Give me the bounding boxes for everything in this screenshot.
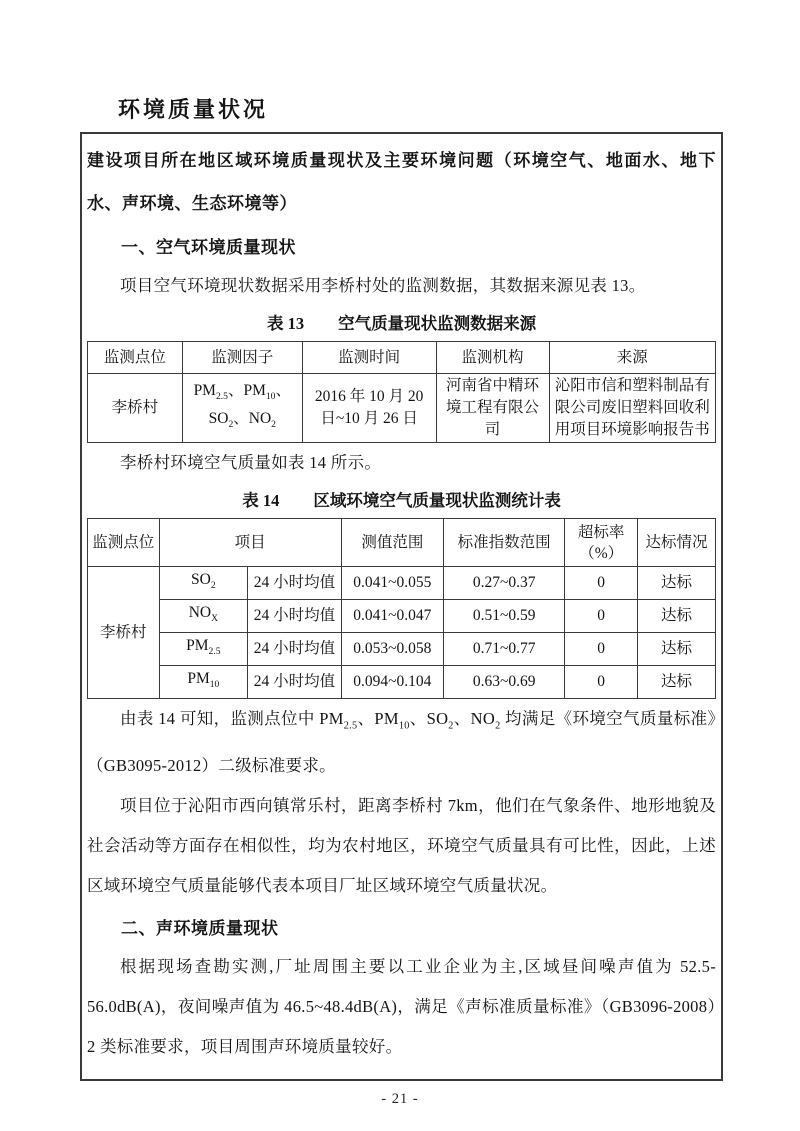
paragraph-air-data-source: 项目空气环境现状数据采用李桥村处的监测数据，其数据来源见表 13。 (120, 276, 646, 295)
table14-header-row (88, 519, 716, 567)
table-cell-exceed-rate: 0 (565, 600, 638, 633)
paragraph-noise-quality: 根据现场查勘实测,厂址周围主要以工业企业为主,区域昼间噪声值为 52.5-56.0dB(A)，夜间噪声值为 46.5~48.4dB(A)，满足《声标准质量标准》（GB3096-2008）2 类标准要求，项目周围声环境质量较好。 (87, 957, 716, 1057)
paragraph-location-comparability: 项目位于沁阳市西向镇常乐村，距离李桥村 7km，他们在气象条件、地形地貌及社会活动等方面存在相似性，均为农村地区，环境空气质量具有可比性，因此，上述区域环境空气质量能够代表本项目厂址区域环境空气质量状况。 (87, 796, 716, 896)
paragraph-t14-conclusion: 由表 14 可知，监测点位中 $PM_{2.5}$、$PM_{10}$、$SO_2$、$NO_2$ 均满足《环境空气质量标准》（GB3095-2012）二级标准要求。 (87, 709, 717, 776)
table14-caption-label: 表 14 (242, 491, 280, 510)
column-header-source: 来源 (549, 342, 715, 374)
table-air-quality-statistics (87, 518, 716, 699)
table13-data-row (88, 374, 716, 443)
section-heading-noise: 二、声环境质量现状 (121, 919, 279, 939)
table-cell-exceed-rate: 0 (565, 633, 638, 666)
column-header-status: 达标情况 (638, 519, 716, 567)
table13-caption-label: 表 13 (266, 314, 305, 333)
table-cell-avg-type: 24 小时均值 (248, 567, 342, 600)
table-cell-factor: $NO_X$ (159, 600, 248, 633)
table14-caption (87, 486, 716, 516)
table13-caption (87, 309, 716, 339)
column-header-time: 监测时间 (302, 342, 436, 374)
table-cell-std-index: 0.63~0.69 (444, 666, 565, 699)
paragraph-after-table13: 李桥村环境空气质量如表 14 所示。 (120, 453, 382, 472)
table-cell-range: 0.094~0.104 (341, 666, 443, 699)
table-monitoring-data-source (87, 341, 716, 443)
table-cell-avg-type: 24 小时均值 (248, 633, 342, 666)
table-cell-avg-type: 24 小时均值 (248, 666, 342, 699)
column-header-exceed-rate: 超标率（%） (565, 519, 638, 567)
table-cell-status: 达标 (638, 633, 716, 666)
column-header-item: 项目 (159, 519, 341, 567)
table-cell-range: 0.053~0.058 (341, 633, 443, 666)
table-cell-source: 沁阳市信和塑料制品有限公司废旧塑料回收利用项目环境影响报告书 (549, 374, 715, 443)
table14-row-nox (88, 600, 716, 633)
column-header-factors: 监测因子 (182, 342, 302, 374)
table-cell-range: 0.041~0.055 (341, 567, 443, 600)
page-title: 环境质量状况 (118, 97, 269, 122)
table-cell-exceed-rate: 0 (565, 567, 638, 600)
table-cell-status: 达标 (638, 600, 716, 633)
intro-paragraph: 建设项目所在地区域环境质量现状及主要环境问题（环境空气、地面水、地下水、声环境、生态环境等） (87, 151, 716, 213)
table-cell-std-index: 0.27~0.37 (444, 567, 565, 600)
column-header-agency: 监测机构 (436, 342, 549, 374)
table14-row-so2 (88, 567, 716, 600)
table-cell-factor: $PM_{10}$ (159, 666, 248, 699)
column-header-site: 监测点位 (88, 519, 160, 567)
table-cell-site: 李桥村 (88, 567, 160, 699)
table-cell-status: 达标 (638, 666, 716, 699)
table-cell-agency: 河南省中精环境工程有限公司 (436, 374, 549, 443)
table14-row-pm25 (88, 633, 716, 666)
table-cell-std-index: 0.71~0.77 (444, 633, 565, 666)
table-cell-time: 2016 年 10 月 20 日~10 月 26 日 (302, 374, 436, 443)
table-cell-status: 达标 (638, 567, 716, 600)
table-cell-factor: $PM_{2.5}$ (159, 633, 248, 666)
table-cell-factors: $PM_{2.5}$、$PM_{10}$、$SO_2$、$NO_2$ (182, 374, 302, 443)
table-cell-avg-type: 24 小时均值 (248, 600, 342, 633)
table-cell-factor: $SO_2$ (159, 567, 248, 600)
table-cell-site: 李桥村 (88, 374, 183, 443)
table13-caption-text: 空气质量现状监测数据来源 (338, 314, 537, 333)
table13-header-row (88, 342, 716, 374)
content-box (80, 132, 723, 1081)
section-heading-air-quality: 一、空气环境质量现状 (121, 238, 296, 257)
table14-caption-text: 区域环境空气质量现状监测统计表 (313, 491, 561, 510)
column-header-value-range: 测值范围 (341, 519, 443, 567)
table-cell-exceed-rate: 0 (565, 666, 638, 699)
column-header-std-index-range: 标准指数范围 (444, 519, 565, 567)
table-cell-std-index: 0.51~0.59 (444, 600, 565, 633)
table14-row-pm10 (88, 666, 716, 699)
table-cell-range: 0.041~0.047 (341, 600, 443, 633)
column-header-site: 监测点位 (88, 342, 183, 374)
page-number: - 21 - (381, 1091, 419, 1108)
